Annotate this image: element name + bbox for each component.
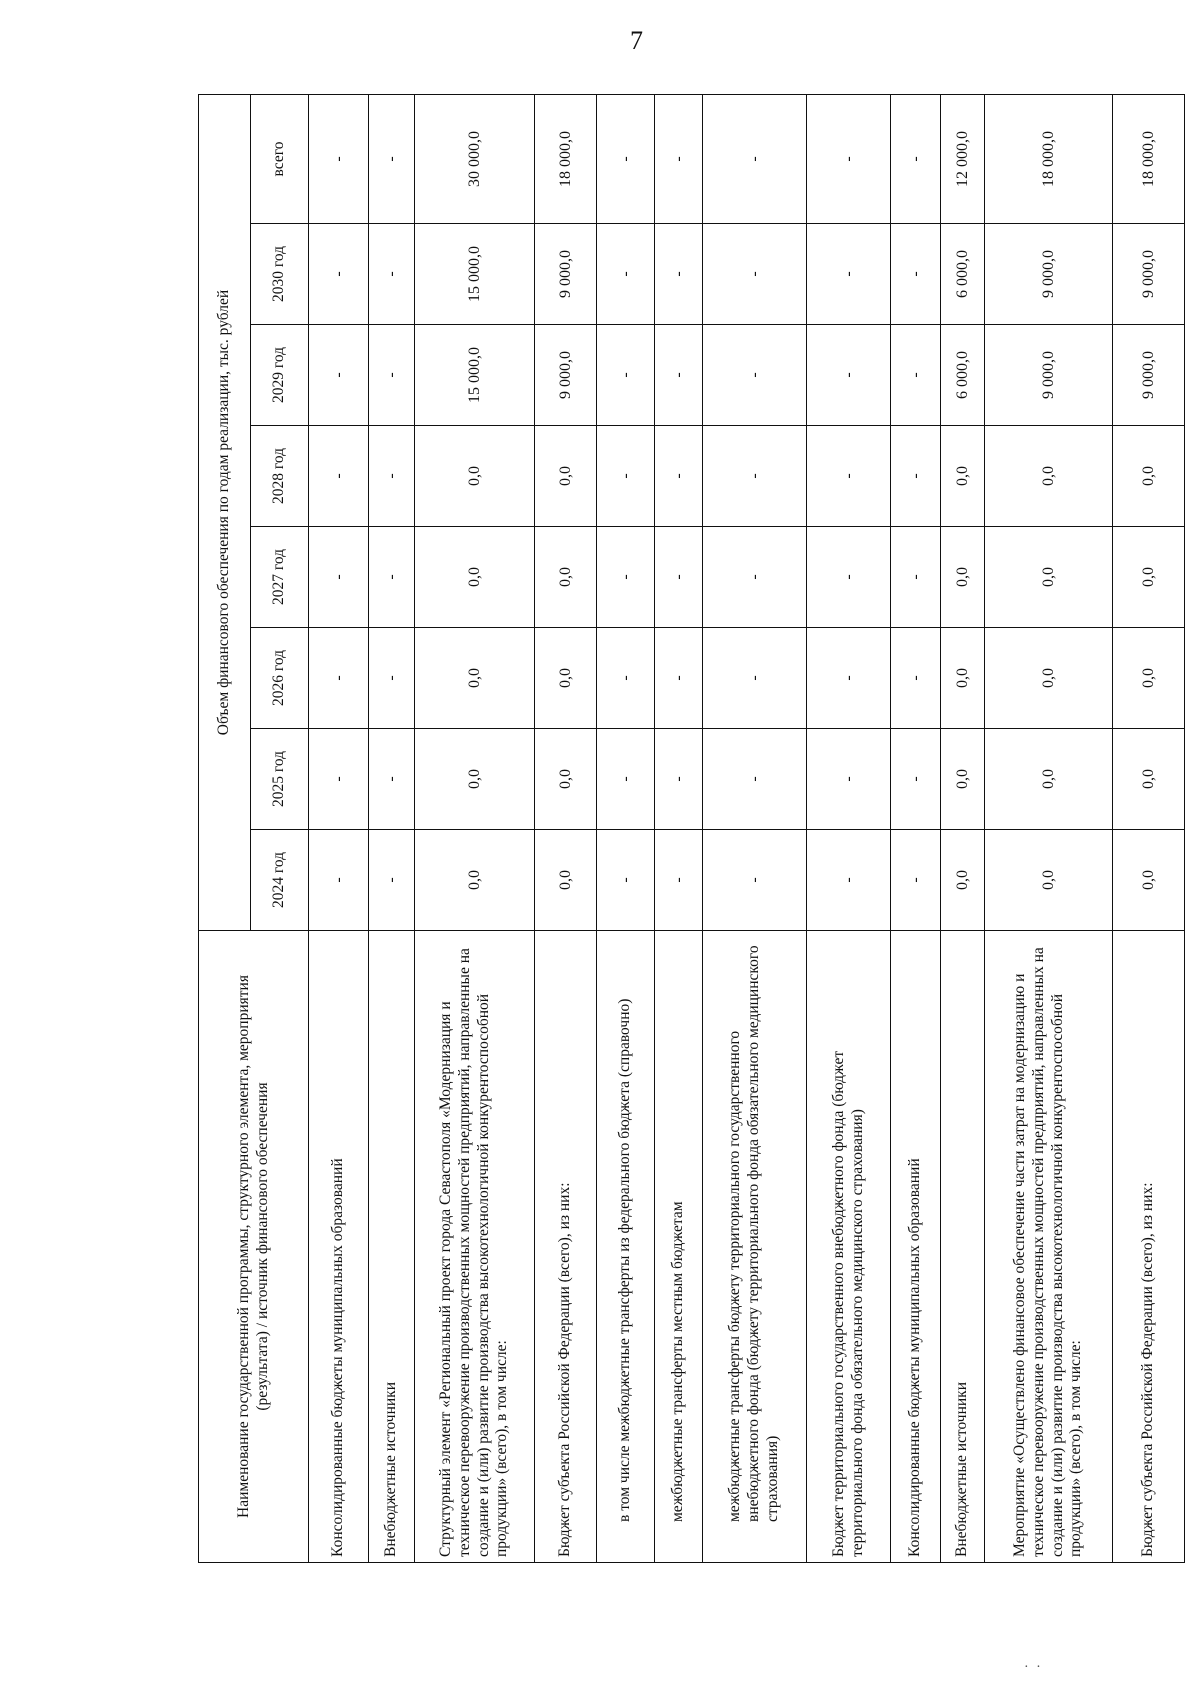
value-cell: - xyxy=(309,95,369,224)
value-cell: - xyxy=(369,729,415,830)
value-cell: - xyxy=(597,426,655,527)
row-label: Бюджет субъекта Российской Федерации (всего), из них: xyxy=(1113,931,1185,1563)
value-cell: - xyxy=(369,830,415,931)
value-cell: - xyxy=(807,95,891,224)
value-cell: - xyxy=(891,325,941,426)
value-cell: - xyxy=(807,426,891,527)
value-cell: - xyxy=(891,830,941,931)
value-cell: - xyxy=(655,830,703,931)
value-cell: - xyxy=(891,729,941,830)
value-cell: - xyxy=(369,325,415,426)
value-cell: - xyxy=(703,729,807,830)
value-cell: 30 000,0 xyxy=(415,95,535,224)
value-cell: - xyxy=(597,224,655,325)
table-row xyxy=(415,95,535,1563)
value-cell: 0,0 xyxy=(535,426,597,527)
value-cell: - xyxy=(703,224,807,325)
table-row xyxy=(941,95,985,1563)
row-label: Внебюджетные источники xyxy=(941,931,985,1563)
value-cell: 0,0 xyxy=(535,527,597,628)
row-label: межбюджетные трансферты бюджету территориального государственного внебюджетного фонда (бюджету территориального фонда обязательного медицинского страхования) xyxy=(703,931,807,1563)
value-cell: 0,0 xyxy=(415,527,535,628)
value-cell: 0,0 xyxy=(415,628,535,729)
value-cell: - xyxy=(807,224,891,325)
table-row xyxy=(703,95,807,1563)
row-label: Бюджет территориального государственного внебюджетного фонда (бюджет территориального фонда обязательного медицинского страхования) xyxy=(807,931,891,1563)
value-cell: 6 000,0 xyxy=(941,325,985,426)
value-cell: 0,0 xyxy=(1113,426,1185,527)
value-cell: 0,0 xyxy=(985,628,1113,729)
value-cell: - xyxy=(369,426,415,527)
table-row xyxy=(891,95,941,1563)
year-header: 2029 год xyxy=(251,325,309,426)
value-cell: 0,0 xyxy=(1113,527,1185,628)
value-cell: 9 000,0 xyxy=(985,325,1113,426)
value-cell: - xyxy=(703,830,807,931)
table-row xyxy=(1113,95,1185,1563)
year-header: всего xyxy=(251,95,309,224)
value-cell: - xyxy=(807,729,891,830)
year-header: 2027 год xyxy=(251,527,309,628)
value-cell: 0,0 xyxy=(415,729,535,830)
value-cell: 0,0 xyxy=(941,830,985,931)
row-label: Консолидированные бюджеты муниципальных образований xyxy=(309,931,369,1563)
row-label: Структурный элемент «Региональный проект города Севастополя «Модернизация и техническое перевооружение производственных мощностей предприятий, направленные на создание и (или) развитие производства высокотехнологичной конкурентоспособной продукции» (всего), в том числе: xyxy=(415,931,535,1563)
table-row xyxy=(535,95,597,1563)
value-cell: - xyxy=(703,325,807,426)
value-cell: - xyxy=(655,325,703,426)
value-cell: - xyxy=(655,426,703,527)
name-column-header: Наименование государственной программы, структурного элемента, мероприятия (результата) / источник финансового обеспечения xyxy=(199,931,309,1563)
value-cell: - xyxy=(807,527,891,628)
value-cell: 9 000,0 xyxy=(1113,325,1185,426)
year-header: 2026 год xyxy=(251,628,309,729)
value-cell: - xyxy=(703,426,807,527)
value-cell: 0,0 xyxy=(1113,729,1185,830)
row-label: Консолидированные бюджеты муниципальных образований xyxy=(891,931,941,1563)
value-cell: - xyxy=(309,325,369,426)
funding-volume-header: Объем финансового обеспечения по годам реализации, тыс. рублей xyxy=(199,95,251,931)
row-label: Внебюджетные источники xyxy=(369,931,415,1563)
value-cell: - xyxy=(891,628,941,729)
financing-table xyxy=(198,94,1185,1563)
value-cell: 6 000,0 xyxy=(941,224,985,325)
table-row xyxy=(985,95,1113,1563)
value-cell: - xyxy=(655,527,703,628)
value-cell: 0,0 xyxy=(415,830,535,931)
value-cell: 0,0 xyxy=(1113,628,1185,729)
value-cell: 9 000,0 xyxy=(535,224,597,325)
value-cell: 18 000,0 xyxy=(985,95,1113,224)
value-cell: - xyxy=(703,95,807,224)
page-number: 7 xyxy=(630,26,643,55)
value-cell: - xyxy=(655,224,703,325)
value-cell: 18 000,0 xyxy=(535,95,597,224)
value-cell: - xyxy=(309,628,369,729)
value-cell: - xyxy=(597,729,655,830)
value-cell: - xyxy=(369,628,415,729)
value-cell: 0,0 xyxy=(535,830,597,931)
value-cell: 0,0 xyxy=(1113,830,1185,931)
value-cell: - xyxy=(369,527,415,628)
value-cell: - xyxy=(891,527,941,628)
row-label: Бюджет субъекта Российской Федерации (всего), из них: xyxy=(535,931,597,1563)
value-cell: - xyxy=(807,628,891,729)
value-cell: - xyxy=(597,628,655,729)
table-row xyxy=(597,95,655,1563)
value-cell: 0,0 xyxy=(941,426,985,527)
value-cell: 0,0 xyxy=(985,527,1113,628)
row-label: межбюджетные трансферты местным бюджетам xyxy=(655,931,703,1563)
value-cell: - xyxy=(309,729,369,830)
year-header: 2030 год xyxy=(251,224,309,325)
year-header: 2025 год xyxy=(251,729,309,830)
value-cell: 0,0 xyxy=(985,830,1113,931)
value-cell: - xyxy=(891,224,941,325)
value-cell: 0,0 xyxy=(941,729,985,830)
value-cell: - xyxy=(891,95,941,224)
value-cell: 9 000,0 xyxy=(985,224,1113,325)
table-row xyxy=(369,95,415,1563)
value-cell: 0,0 xyxy=(985,729,1113,830)
value-cell: - xyxy=(655,95,703,224)
value-cell: - xyxy=(597,325,655,426)
year-header: 2024 год xyxy=(251,830,309,931)
value-cell: - xyxy=(703,628,807,729)
rotated-table-container xyxy=(198,95,1157,1563)
value-cell: - xyxy=(369,95,415,224)
table-row xyxy=(807,95,891,1563)
value-cell: 9 000,0 xyxy=(535,325,597,426)
value-cell: 0,0 xyxy=(535,628,597,729)
value-cell: 18 000,0 xyxy=(1113,95,1185,224)
table-row xyxy=(309,95,369,1563)
value-cell: 12 000,0 xyxy=(941,95,985,224)
value-cell: - xyxy=(597,830,655,931)
scan-artifact: · · xyxy=(1024,1660,1043,1675)
value-cell: 0,0 xyxy=(941,527,985,628)
value-cell: 0,0 xyxy=(941,628,985,729)
value-cell: - xyxy=(807,325,891,426)
value-cell: - xyxy=(891,426,941,527)
value-cell: 0,0 xyxy=(985,426,1113,527)
row-label: в том числе межбюджетные трансферты из федерального бюджета (справочно) xyxy=(597,931,655,1563)
value-cell: 0,0 xyxy=(535,729,597,830)
table-row xyxy=(655,95,703,1563)
value-cell: - xyxy=(597,527,655,628)
row-label: Мероприятие «Осуществлено финансовое обеспечение части затрат на модернизацию и техническое перевооружение производственных мощностей предприятий, направленных на создание и (или) развитие производства высокотехнологичной конкурентоспособной продукции» (всего), в том числе: xyxy=(985,931,1113,1563)
value-cell: - xyxy=(309,830,369,931)
value-cell: 9 000,0 xyxy=(1113,224,1185,325)
value-cell: - xyxy=(703,527,807,628)
value-cell: - xyxy=(309,224,369,325)
value-cell: - xyxy=(655,729,703,830)
value-cell: - xyxy=(309,426,369,527)
value-cell: - xyxy=(655,628,703,729)
value-cell: - xyxy=(597,95,655,224)
value-cell: 15 000,0 xyxy=(415,325,535,426)
value-cell: - xyxy=(309,527,369,628)
value-cell: 0,0 xyxy=(415,426,535,527)
value-cell: - xyxy=(369,224,415,325)
year-header: 2028 год xyxy=(251,426,309,527)
value-cell: - xyxy=(807,830,891,931)
value-cell: 15 000,0 xyxy=(415,224,535,325)
